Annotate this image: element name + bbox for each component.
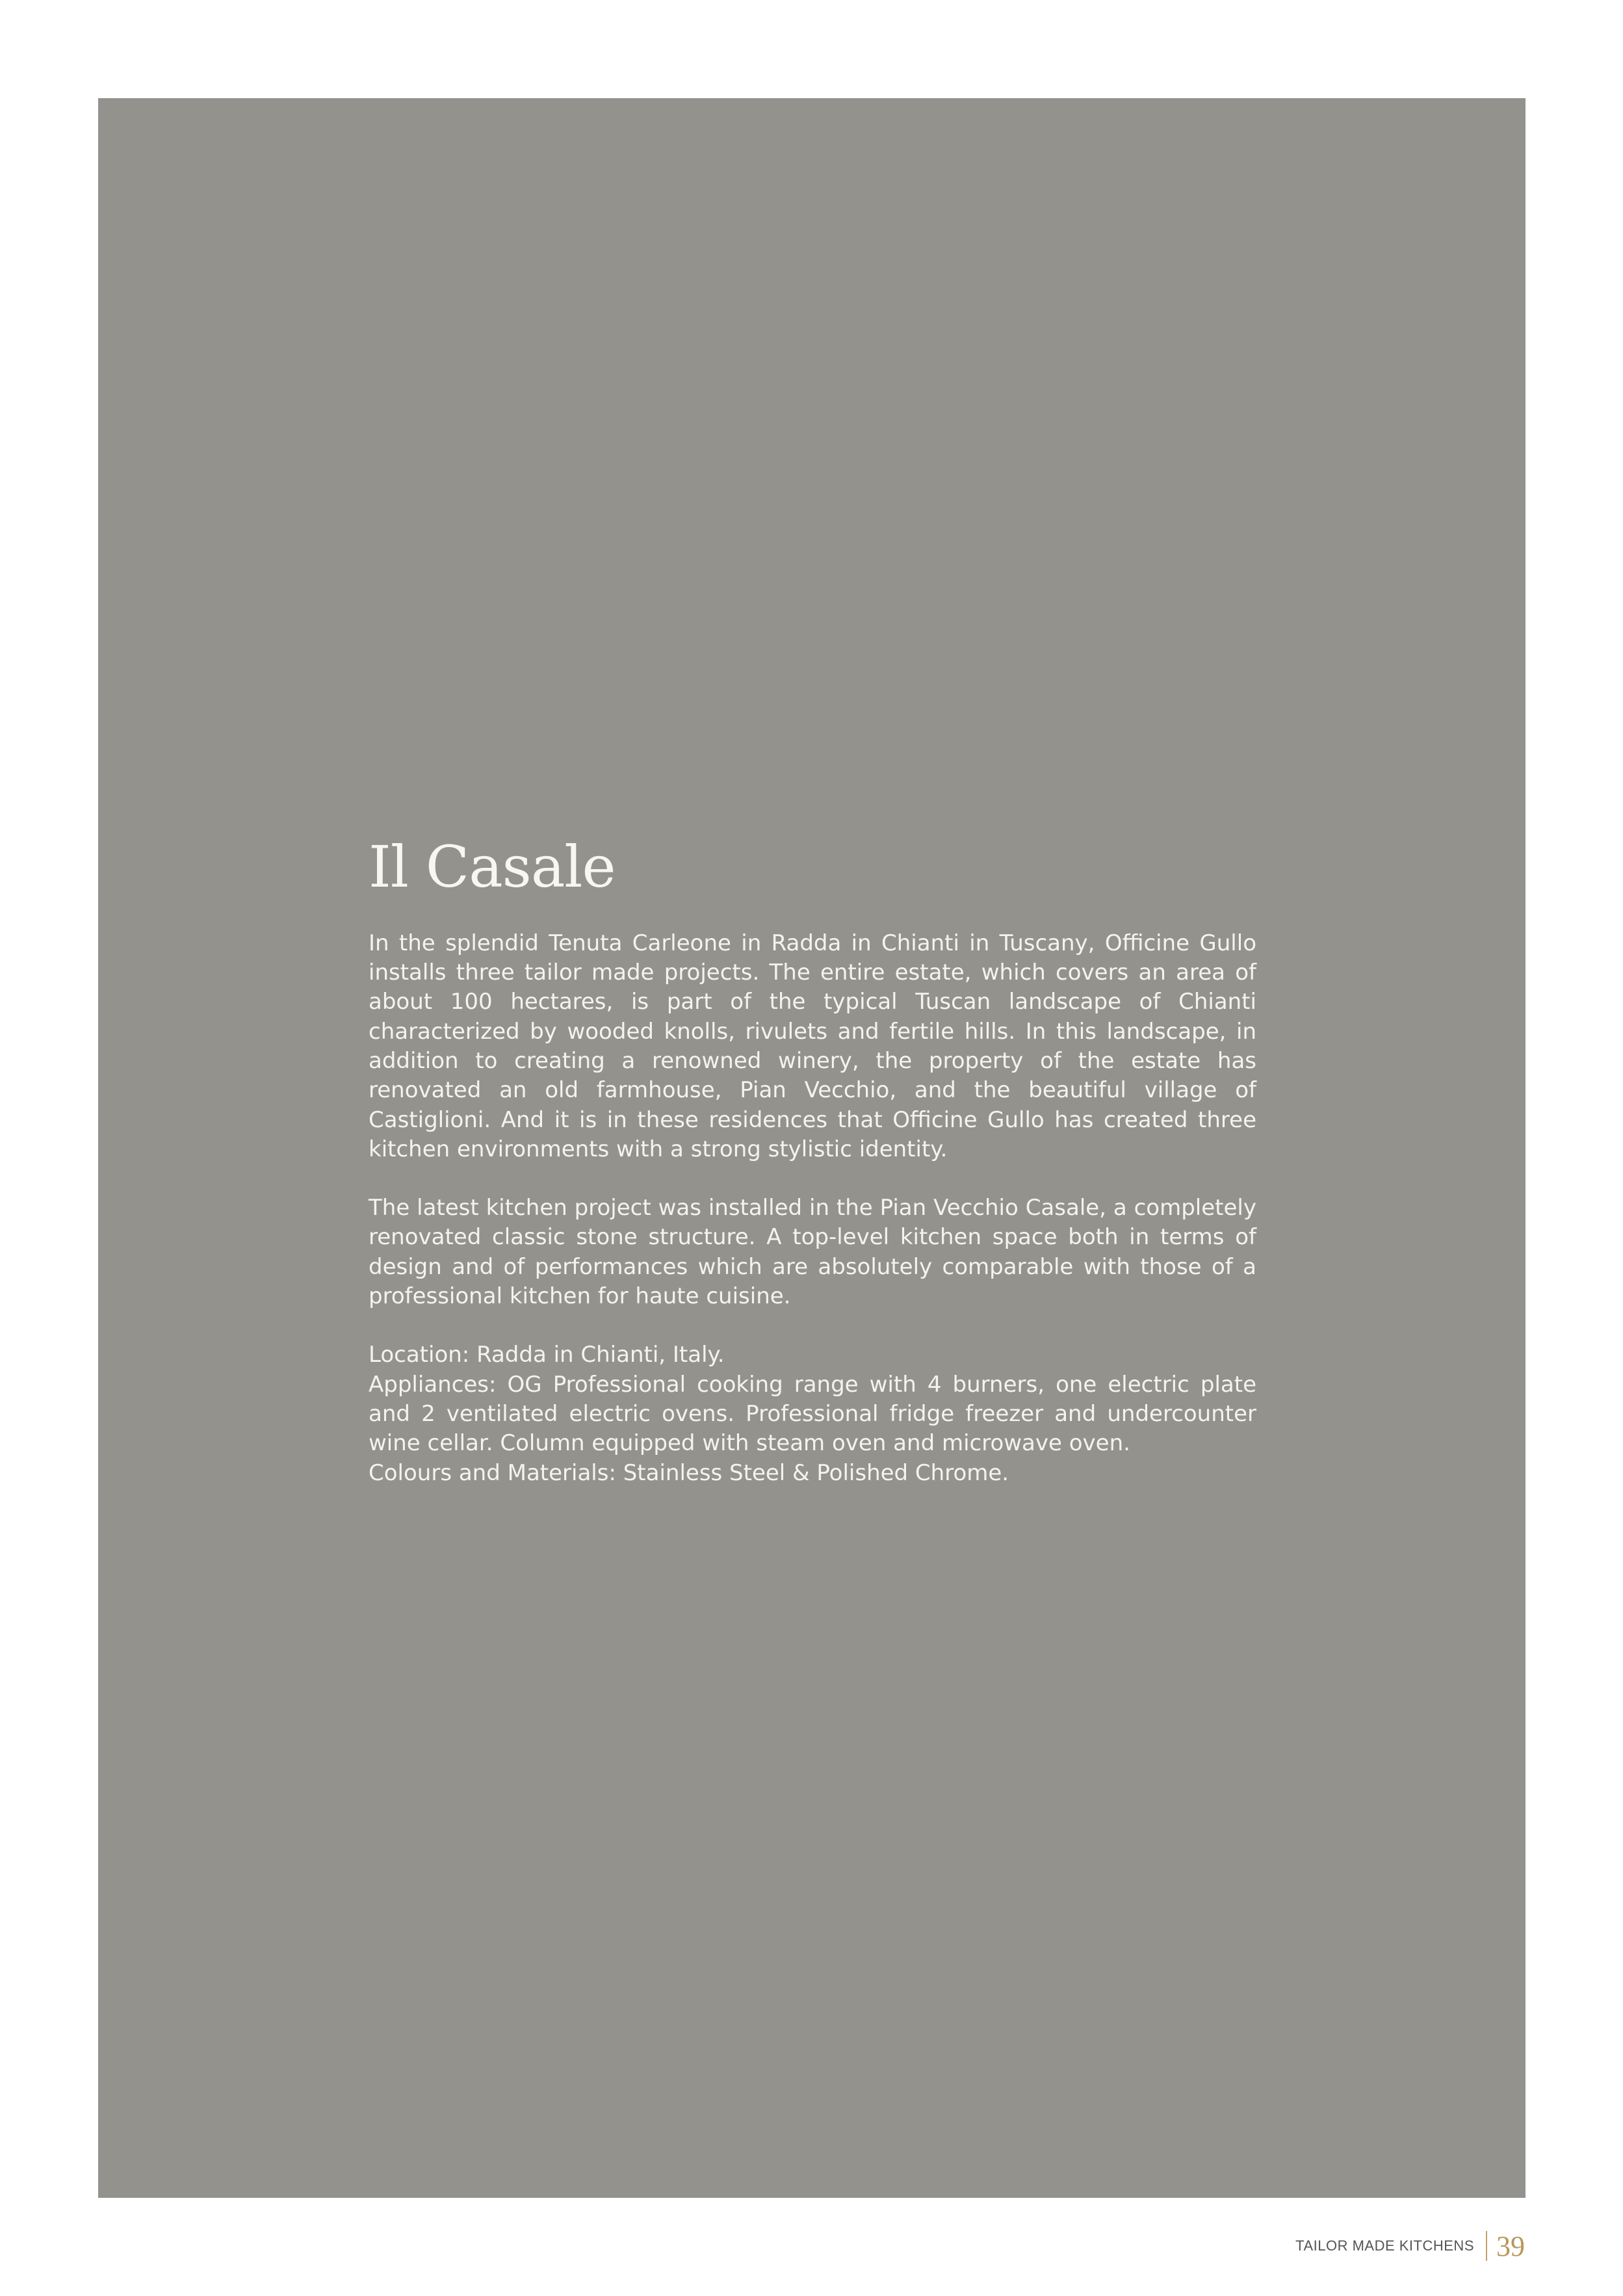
article bbox=[369, 833, 1256, 1488]
page-number: 39 bbox=[1496, 2230, 1525, 2262]
article-title: Il Casale bbox=[369, 833, 616, 900]
footer-section-label: TAILOR MADE KITCHENS bbox=[1295, 2237, 1474, 2254]
article-paragraph-project: The latest kitchen project was installed in the Pian Vecchio Casale, a completely renovated classic stone structure. A top-level kitchen space both in terms of design and of performances which are absolutely comparable with those of a professional kitchen for haute cuisine. bbox=[369, 1195, 1256, 1310]
spec-appliances: Appliances: OG Professional cooking range with 4 burners, one electric plate and 2 ventilated electric ovens. Professional fridge freezer and undercounter wine cellar. Column equipped with steam oven and microwave oven. bbox=[369, 1371, 1256, 1457]
spec-materials: Colours and Materials: Stainless Steel & Polished Chrome. bbox=[369, 1459, 1009, 1486]
project-specs bbox=[369, 1340, 1256, 1487]
article-paragraph-intro: In the splendid Tenuta Carleone in Radda in Chianti in Tuscany, Officine Gullo installs three tailor made projects. The entire estate, which covers an area of about 100 hectares, is part of the typical Tuscan landscape of Chianti characterized by wooded knolls, rivulets and fertile hills. In this landscape, in addition to creating a renowned winery, the property of the estate has renovated an old farmhouse, Pian Vecchio, and the beautiful village of Castiglioni. And it is in these residences that Officine Gullo has created three kitchen environments with a strong stylistic identity. bbox=[369, 930, 1256, 1162]
spec-location: Location: Radda in Chianti, Italy. bbox=[369, 1342, 725, 1368]
page-footer bbox=[1295, 2230, 1525, 2262]
footer-divider bbox=[1486, 2231, 1487, 2261]
